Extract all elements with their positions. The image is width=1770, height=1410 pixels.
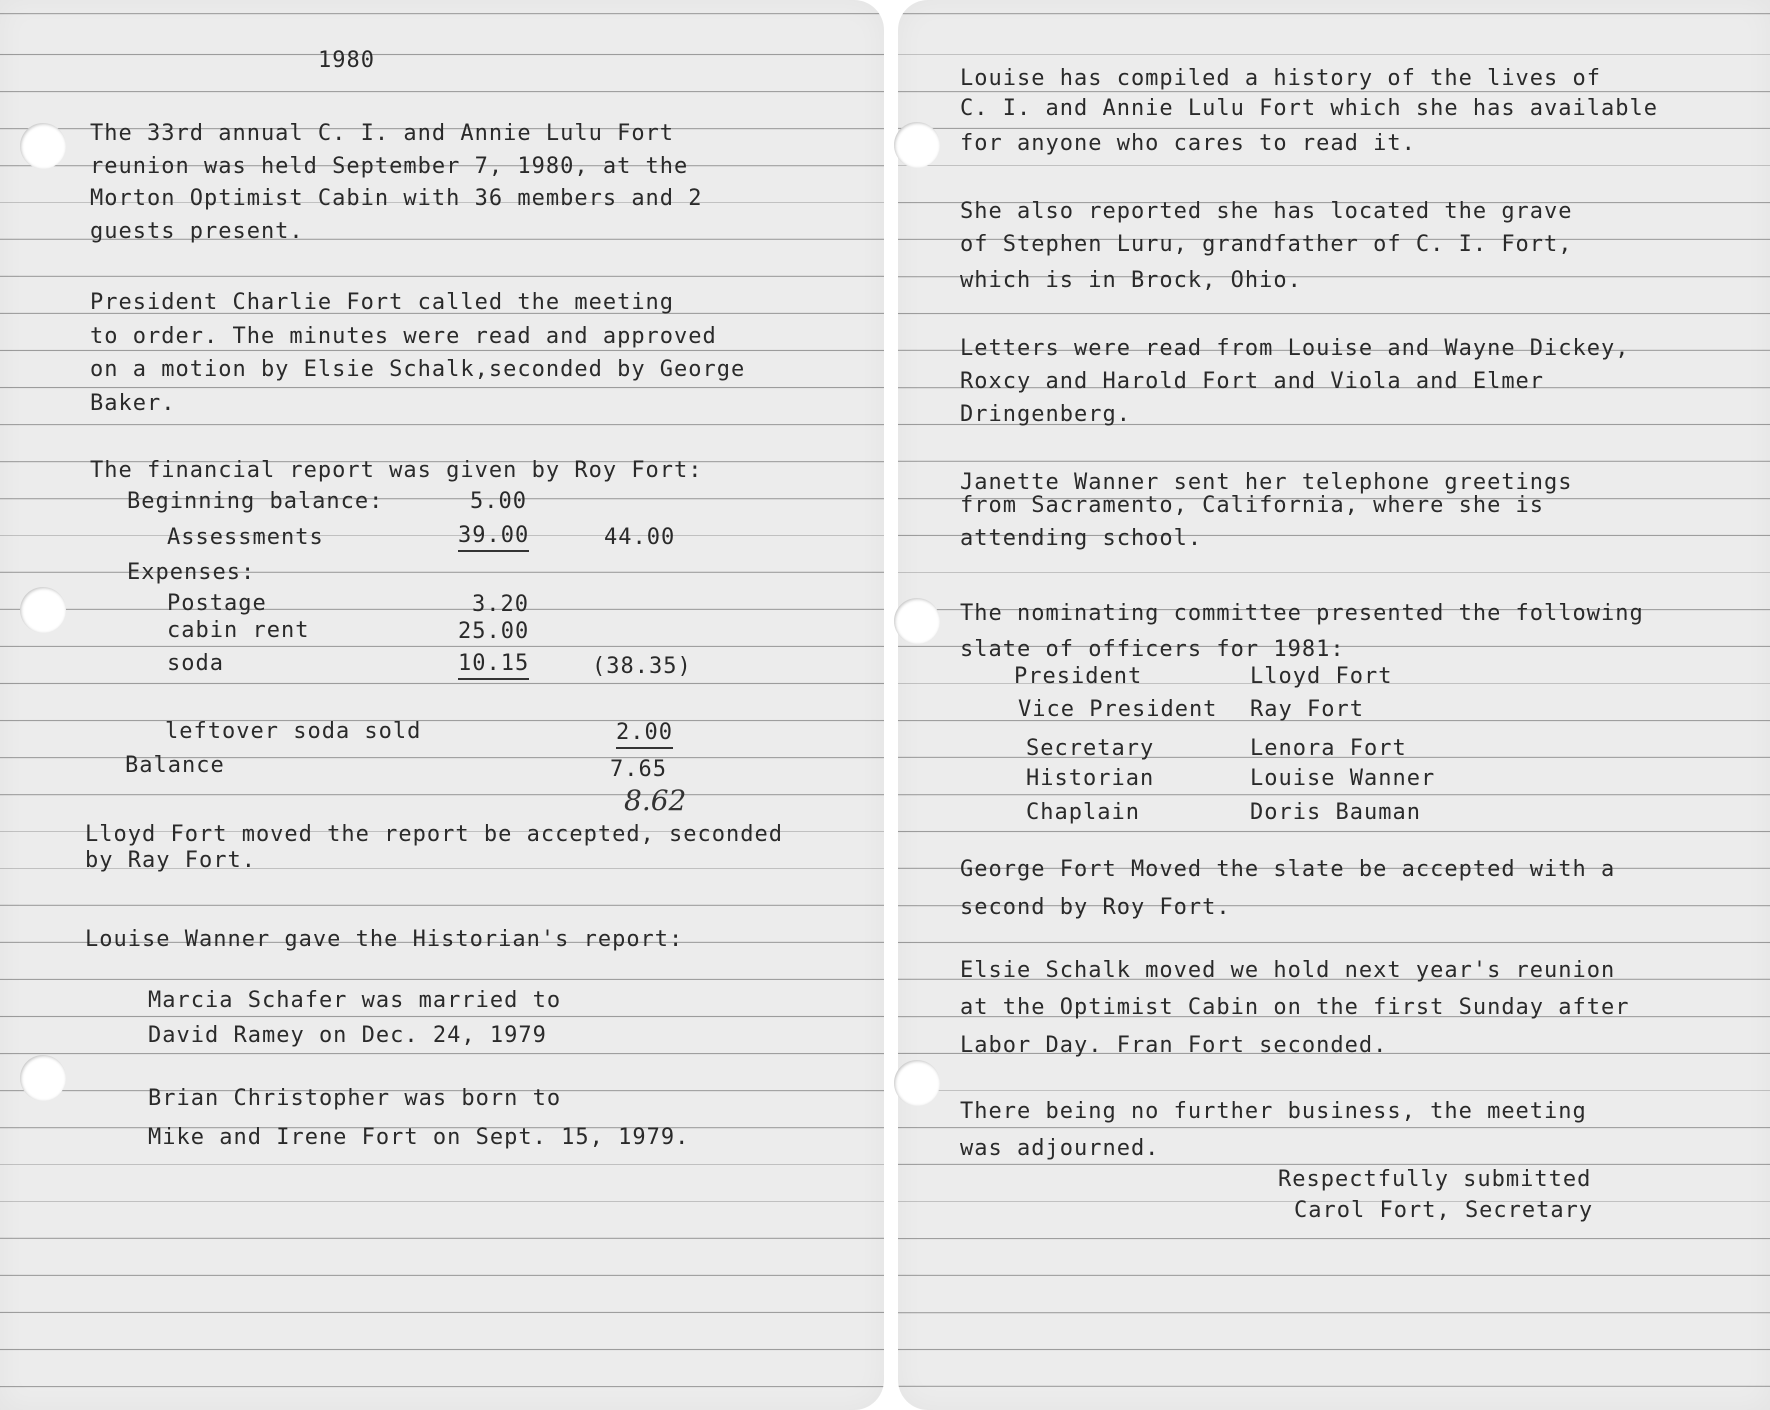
officer-name: Lenora Fort xyxy=(1250,736,1407,761)
expenses-total: (38.35) xyxy=(592,654,692,679)
officer-title: Secretary xyxy=(1026,736,1155,761)
para-grave-line: which is in Brock, Ohio. xyxy=(960,268,1302,293)
binder-hole xyxy=(894,122,940,168)
para-george-line: second by Roy Fort. xyxy=(960,895,1231,920)
leftover-soda-value: 2.00 xyxy=(616,720,673,749)
para-nominating-line: slate of officers for 1981: xyxy=(960,637,1345,662)
para-elsie-line: at the Optimist Cabin on the first Sunday after xyxy=(960,995,1630,1020)
signature: Carol Fort, Secretary xyxy=(1294,1198,1594,1223)
leftover-soda-label: leftover soda sold xyxy=(165,719,422,744)
para-nominating-line: The nominating committee presented the following xyxy=(960,601,1644,626)
expenses-label: Expenses: xyxy=(127,560,256,585)
signoff: Respectfully submitted xyxy=(1278,1167,1592,1192)
para-elsie-line: Elsie Schalk moved we hold next year's reunion xyxy=(960,958,1616,983)
binder-hole xyxy=(894,1060,940,1106)
binder-hole xyxy=(894,598,940,644)
postage-label: Postage xyxy=(167,591,267,616)
para-history-line: Louise has compiled a history of the lives of xyxy=(960,66,1602,91)
left-page xyxy=(0,0,884,1410)
para-george-line: George Fort Moved the slate be accepted with a xyxy=(960,857,1616,882)
birth-line: Mike and Irene Fort on Sept. 15, 1979. xyxy=(148,1125,690,1150)
right-page xyxy=(898,0,1770,1410)
beginning-balance-value: 5.00 xyxy=(470,489,527,514)
birth-line: Brian Christopher was born to xyxy=(148,1086,562,1111)
para-history-line: for anyone who cares to read it. xyxy=(960,131,1416,156)
para-moved-line: Lloyd Fort moved the report be accepted, seconded xyxy=(85,822,784,847)
para-history-line: C. I. and Annie Lulu Fort which she has available xyxy=(960,96,1659,121)
marriage-line: David Ramey on Dec. 24, 1979 xyxy=(148,1023,547,1048)
officer-name: Ray Fort xyxy=(1250,697,1364,722)
beginning-balance-label: Beginning balance: xyxy=(127,489,384,514)
para-meeting-line: President Charlie Fort called the meeting xyxy=(90,290,675,315)
balance-label: Balance xyxy=(125,753,225,778)
para-letters-line: Roxcy and Harold Fort and Viola and Elmer xyxy=(960,369,1545,394)
cabin-rent-value: 25.00 xyxy=(458,619,530,644)
assessments-total: 44.00 xyxy=(604,525,676,550)
para-reunion-line: guests present. xyxy=(90,219,304,244)
postage-value: 3.20 xyxy=(472,592,529,617)
officer-name: Lloyd Fort xyxy=(1250,664,1393,689)
para-letters-line: Letters were read from Louise and Wayne Dickey, xyxy=(960,336,1630,361)
binder-hole xyxy=(20,587,66,633)
para-reunion-line: reunion was held September 7, 1980, at the xyxy=(90,154,689,179)
para-grave-line: of Stephen Luru, grandfather of C. I. Fort, xyxy=(960,232,1573,257)
handwritten-balance-correction: 8.62 xyxy=(624,784,687,817)
para-janette-line: from Sacramento, California, where she is xyxy=(960,493,1545,518)
para-meeting-line: Baker. xyxy=(90,391,176,416)
officer-title: Vice President xyxy=(1018,697,1218,722)
binder-hole xyxy=(20,1055,66,1101)
para-grave-line: She also reported she has located the grave xyxy=(960,199,1573,224)
officer-name: Louise Wanner xyxy=(1250,766,1436,791)
para-janette-line: attending school. xyxy=(960,526,1203,551)
balance-value: 7.65 xyxy=(610,757,667,782)
officer-title: Chaplain xyxy=(1026,800,1140,825)
cabin-rent-label: cabin rent xyxy=(167,618,310,643)
year-heading: 1980 xyxy=(318,48,375,73)
soda-value: 10.15 xyxy=(458,651,529,680)
financial-intro: The financial report was given by Roy Fort: xyxy=(90,458,703,483)
para-adjourn-line: There being no further business, the meeting xyxy=(960,1099,1587,1124)
para-janette-line: Janette Wanner sent her telephone greetings xyxy=(960,470,1573,495)
para-meeting-line: on a motion by Elsie Schalk,seconded by George xyxy=(90,357,746,382)
para-meeting-line: to order. The minutes were read and approved xyxy=(90,324,717,349)
assessments-label: Assessments xyxy=(167,525,324,550)
para-reunion-line: Morton Optimist Cabin with 36 members and 2 xyxy=(90,186,703,211)
para-letters-line: Dringenberg. xyxy=(960,402,1131,427)
marriage-line: Marcia Schafer was married to xyxy=(148,988,562,1013)
officer-name: Doris Bauman xyxy=(1250,800,1421,825)
soda-label: soda xyxy=(167,651,224,676)
officer-title: President xyxy=(1014,664,1143,689)
para-elsie-line: Labor Day. Fran Fort seconded. xyxy=(960,1033,1388,1058)
assessments-value: 39.00 xyxy=(458,523,529,552)
para-adjourn-line: was adjourned. xyxy=(960,1136,1160,1161)
para-reunion-line: The 33rd annual C. I. and Annie Lulu Fort xyxy=(90,121,675,146)
historian-intro: Louise Wanner gave the Historian's report: xyxy=(85,927,684,952)
binder-hole xyxy=(20,123,66,169)
para-moved-line: by Ray Fort. xyxy=(85,848,256,873)
officer-title: Historian xyxy=(1026,766,1155,791)
